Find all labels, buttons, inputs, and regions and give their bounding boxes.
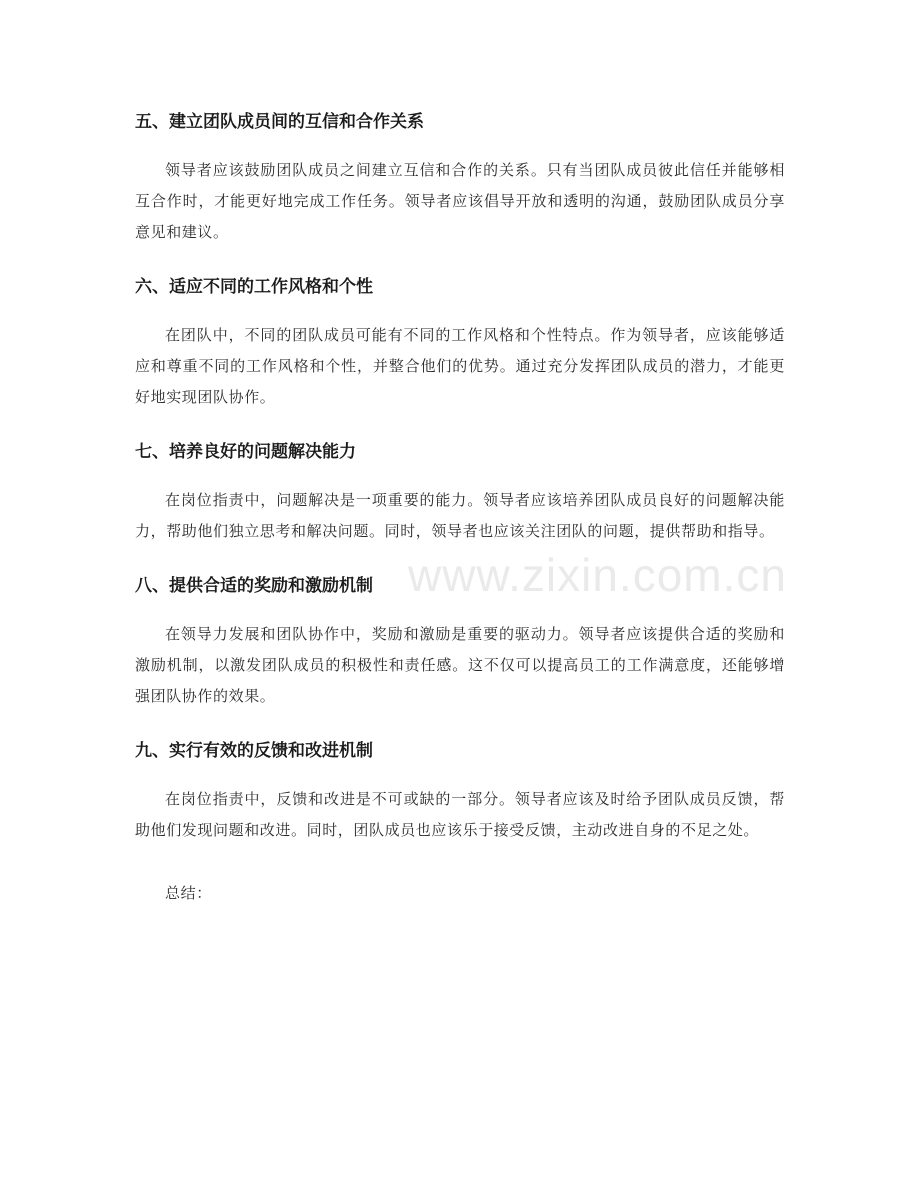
section-body-6: 在团队中，不同的团队成员可能有不同的工作风格和个性特点。作为领导者，应该能够适应和尊重不同的工作风格和个性，并整合他们的优势。通过充分发挥团队成员的潜力，才能更好地实现团队协作。	[135, 326, 785, 406]
section-title-5: 五、建立团队成员间的互信和合作关系	[135, 112, 424, 132]
section-title-7: 七、培养良好的问题解决能力	[135, 442, 356, 462]
section-title-9: 九、实行有效的反馈和改进机制	[135, 741, 373, 761]
section-body-9: 在岗位指责中，反馈和改进是不可或缺的一部分。领导者应该及时给予团队成员反馈，帮助他们发现问题和改进。同时，团队成员也应该乐于接受反馈，主动改进自身的不足之处。	[135, 790, 785, 839]
section-title-8: 八、提供合适的奖励和激励机制	[135, 576, 373, 596]
watermark: www.zixin.com.cn	[408, 549, 787, 601]
section-title-6: 六、适应不同的工作风格和个性	[135, 277, 373, 297]
document-content	[135, 106, 785, 909]
summary-label: 总结：	[165, 884, 212, 902]
section-body-8: 在领导力发展和团队协作中，奖励和激励是重要的驱动力。领导者应该提供合适的奖励和激励机制，以激发团队成员的积极性和责任感。这不仅可以提高员工的工作满意度，还能够增强团队协作的效果。	[135, 625, 785, 705]
section-body-5: 领导者应该鼓励团队成员之间建立互信和合作的关系。只有当团队成员彼此信任并能够相互合作时，才能更好地完成工作任务。领导者应该倡导开放和透明的沟通，鼓励团队成员分享意见和建议。	[135, 161, 785, 241]
section-body-7: 在岗位指责中，问题解决是一项重要的能力。领导者应该培养团队成员良好的问题解决能力，帮助他们独立思考和解决问题。同时，领导者也应该关注团队的问题，提供帮助和指导。	[135, 491, 785, 540]
